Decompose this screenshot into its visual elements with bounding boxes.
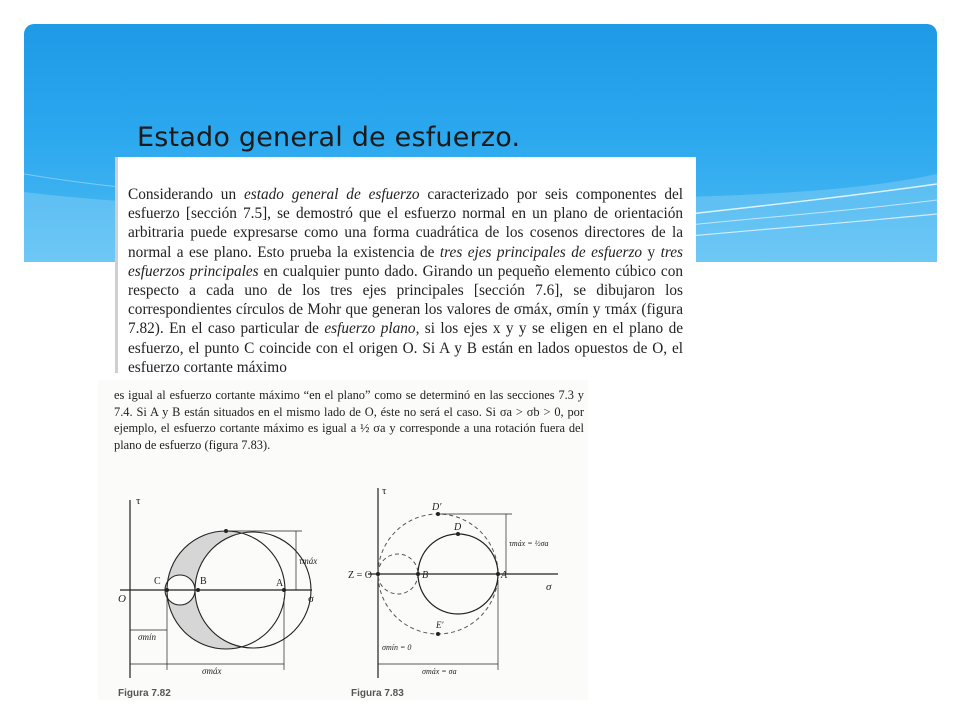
- figure-7-83-caption: Figura 7.83: [351, 688, 404, 699]
- text-run: en cualquier punto dado. Girando un pequeño elemento cúbico con respecto a cada uno de los tres ejes principales [sección 7.6], se dibujaron los correspondientes círculos de Mohr que generan los valores de σmáx, σmín y τmáx (figura 7.82). En el caso particular de: [128, 262, 683, 338]
- italic-phrase: estado general de esfuerzo: [243, 186, 420, 203]
- fig782-tau-label: τ: [136, 495, 141, 507]
- scan-paragraph: [128, 185, 683, 377]
- fig783-tau-label: τ: [382, 485, 387, 497]
- fig783-e-prime-label: E′: [436, 620, 444, 630]
- italic-phrase: esfuerzo plano: [324, 320, 416, 338]
- shaded-region: [167, 531, 285, 649]
- fig782-a-label: A: [276, 578, 284, 589]
- figure-7-82-mohr-circles: [112, 480, 327, 680]
- fig783-d-prime-label: D′: [432, 502, 442, 513]
- fig782-sigma-label: σ: [308, 593, 314, 605]
- fig783-sigma-min-label: σmín = 0: [382, 643, 412, 652]
- fig782-c-label: C: [154, 576, 161, 587]
- fig783-b-label: B: [422, 570, 429, 581]
- lower-paragraph: [114, 387, 584, 453]
- fig783-a-label: A: [501, 570, 508, 581]
- figure-7-82-caption: Figura 7.82: [118, 688, 171, 699]
- text-run: y: [642, 243, 661, 261]
- text-run: Considerando un: [128, 186, 244, 203]
- figure-7-83-mohr-circles: [348, 480, 588, 680]
- fig782-origin-label: O: [118, 593, 126, 605]
- text-run: , si los ejes x y y se eligen en el plano de esfuerzo, el punto C coincide con el origen O. Si A y B están en lados opuestos de O, el esfuerzo cortante máximo: [128, 320, 684, 376]
- scanned-figure-excerpt: [98, 380, 588, 700]
- fig782-sigma-min-label: σmín: [138, 632, 156, 642]
- fig783-z-origin-label: Z = O: [348, 570, 372, 581]
- text-run: caracterizado por seis componentes del esfuerzo [sección 7.5], se demostró que el esfuerzo normal en un plano de orientación arbitraria puede expresarse como una forma cuadrática de los cosenos directores de la normal a ese plano. Esto prueba la existencia de: [128, 186, 684, 261]
- fig782-b-label: B: [200, 576, 207, 587]
- slide-title: Estado general de esfuerzo.: [137, 122, 521, 153]
- fig783-d-label: D: [454, 522, 462, 533]
- scanned-text-excerpt: [115, 157, 696, 376]
- fig782-sigma-max-label: σmáx: [202, 666, 222, 676]
- fig783-sigma-max-label: σmáx = σa: [422, 667, 457, 676]
- fig783-tau-max-label: τmáx = ½σa: [509, 539, 549, 548]
- text-run: es igual al esfuerzo cortante máximo “en el plano” como se determinó en las secciones 7.3 y 7.4. Si A y B están situados en el mismo lado de O, éste no será el caso. Si σa > σb > 0, por ejemplo, el esfuerzo cortante máximo es igual a ½ σa y corresponde a una rotación fuera del plano de esfuerzo (figura 7.83).: [114, 388, 584, 452]
- fig782-tau-max-label: τmáx: [299, 556, 318, 566]
- fig783-sigma-label: σ: [546, 581, 552, 593]
- italic-phrase: tres esfuerzos principales: [128, 243, 684, 280]
- italic-phrase: tres ejes principales de esfuerzo: [439, 243, 643, 261]
